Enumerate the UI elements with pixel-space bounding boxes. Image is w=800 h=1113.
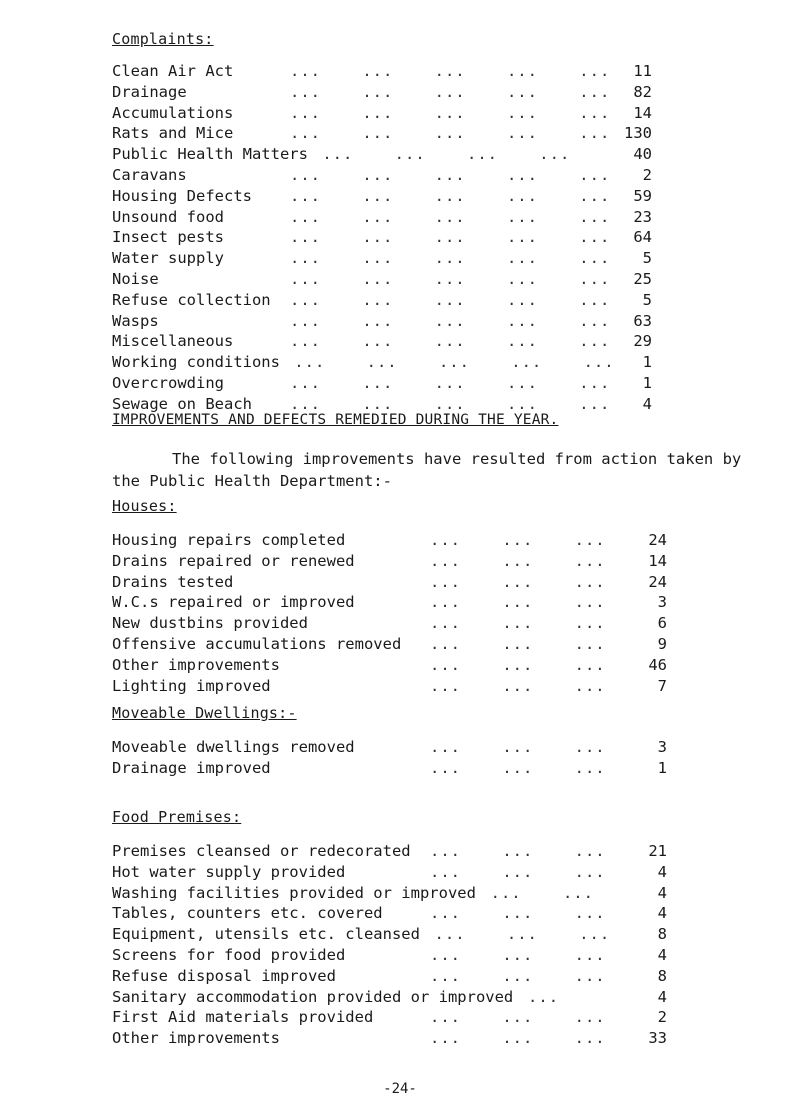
row-label: Lighting improved [112,676,271,695]
row-value: 23 [633,207,652,226]
dot-leader: ... ... ... ... ... [290,186,611,205]
row-value: 1 [657,758,667,777]
row-label: Clean Air Act [112,62,234,80]
page-number: -24- [383,1081,417,1097]
row-label: Housing Defects [112,186,252,205]
row-label: W.C.s repaired or improved [112,593,355,612]
row-value: 4 [657,945,667,964]
row-value: 130 [624,124,652,143]
row-value: 46 [648,655,667,674]
row-label: Washing facilities provided or improved [112,883,476,902]
row-label: Noise [112,269,159,288]
improvements-intro [112,448,752,492]
dot-leader: ... ... ... [430,614,606,633]
row-value: 29 [633,332,652,351]
dot-leader: ... ... ... [430,966,606,985]
dot-leader: ... ... ... ... ... [290,207,611,226]
moveable-dwellings-heading: Moveable Dwellings:- [112,704,297,722]
row-label: Drains repaired or renewed [112,551,355,570]
dot-leader: ... ... ... ... ... [290,165,611,184]
row-label: Drainage [112,82,187,101]
row-value: 4 [642,394,652,413]
row-label: Other improvements [112,1029,280,1048]
dot-leader: ... ... ... [430,655,606,674]
row-label: Working conditions [112,353,280,372]
dot-leader: ... ... [490,883,594,902]
row-label: Hot water supply provided [112,862,346,881]
row-value: 4 [657,987,667,1006]
row-value: 8 [657,925,667,944]
row-value: 2 [657,1008,667,1027]
row-value: 21 [648,842,667,860]
row-value: 1 [642,353,652,372]
row-value: 4 [657,904,667,923]
row-value: 5 [642,249,652,268]
row-value: 4 [657,862,667,881]
dot-leader: ... ... ... ... ... [290,394,611,413]
row-label: Sewage on Beach [112,394,252,413]
dot-leader: ... ... ... ... ... [290,103,611,122]
dot-leader: ... ... ... [434,925,611,944]
intro-paragraph: The following improvements have resulted from action taken by the Public Health Department:- [112,450,742,490]
row-label: Tables, counters etc. covered [112,904,383,923]
row-label: First Aid materials provided [112,1008,374,1027]
row-value: 64 [633,228,652,247]
row-label: Drains tested [112,572,234,591]
row-label: Sanitary accommodation provided or improved [112,987,514,1006]
row-label: Overcrowding [112,373,224,392]
row-label: Insect pests [112,228,224,247]
dot-leader: ... ... ... ... ... [290,62,611,80]
row-label: Housing repairs completed [112,531,346,549]
row-label: Caravans [112,165,187,184]
dot-leader: ... ... ... ... ... [290,290,611,309]
row-value: 63 [633,311,652,330]
dot-leader: ... ... ... ... ... [290,373,611,392]
row-value: 25 [633,269,652,288]
row-label: Moveable dwellings removed [112,738,355,756]
row-value: 8 [657,966,667,985]
improvements-heading: IMPROVEMENTS AND DEFECTS REMEDIED DURING THE YEAR. [112,412,559,428]
complaints-heading: Complaints: [112,30,214,48]
dot-leader: ... ... ... [430,945,606,964]
dot-leader: ... ... ... ... ... [290,269,611,288]
dot-leader: ... ... ... [430,842,606,860]
row-value: 6 [657,614,667,633]
dot-leader: ... ... ... [430,904,606,923]
dot-leader: ... ... ... [430,738,606,756]
row-value: 3 [657,593,667,612]
row-label: Premises cleansed or redecorated [112,842,411,860]
dot-leader: ... ... ... [430,634,606,653]
row-value: 2 [642,165,652,184]
dot-leader: ... ... ... ... [322,145,571,164]
row-value: 33 [648,1029,667,1048]
food-premises-heading: Food Premises: [112,808,242,826]
row-value: 7 [657,676,667,695]
dot-leader: ... ... ... [430,1008,606,1027]
row-label: Unsound food [112,207,224,226]
row-label: Refuse disposal improved [112,966,336,985]
row-label: Miscellaneous [112,332,234,351]
row-value: 14 [633,103,652,122]
row-label: Refuse collection [112,290,271,309]
row-label: Public Health Matters [112,145,308,164]
dot-leader: ... [528,987,560,1006]
row-value: 40 [633,145,652,164]
dot-leader: ... ... ... [430,572,606,591]
row-label: Rats and Mice [112,124,234,143]
row-value: 4 [657,883,667,902]
row-value: 24 [648,572,667,591]
row-value: 11 [633,62,652,80]
dot-leader: ... ... ... [430,593,606,612]
dot-leader: ... ... ... ... ... [294,353,615,372]
row-label: Equipment, utensils etc. cleansed [112,925,420,944]
dot-leader: ... ... ... [430,676,606,695]
dot-leader: ... ... ... [430,758,606,777]
row-label: Wasps [112,311,159,330]
row-label: Accumulations [112,103,234,122]
dot-leader: ... ... ... [430,551,606,570]
row-value: 59 [633,186,652,205]
row-value: 1 [642,373,652,392]
row-value: 24 [648,531,667,549]
row-label: Offensive accumulations removed [112,634,402,653]
row-value: 82 [633,82,652,101]
dot-leader: ... ... ... ... ... [290,311,611,330]
row-label: Water supply [112,249,224,268]
dot-leader: ... ... ... ... ... [290,124,611,143]
row-value: 9 [657,634,667,653]
row-label: Drainage improved [112,758,271,777]
row-value: 3 [657,738,667,756]
row-value: 5 [642,290,652,309]
row-label: New dustbins provided [112,614,308,633]
dot-leader: ... ... ... ... ... [290,249,611,268]
dot-leader: ... ... ... [430,1029,606,1048]
dot-leader: ... ... ... [430,531,606,549]
dot-leader: ... ... ... ... ... [290,332,611,351]
row-label: Screens for food provided [112,945,346,964]
dot-leader: ... ... ... [430,862,606,881]
dot-leader: ... ... ... ... ... [290,228,611,247]
row-value: 14 [648,551,667,570]
houses-heading: Houses: [112,497,177,515]
row-label: Other improvements [112,655,280,674]
dot-leader: ... ... ... ... ... [290,82,611,101]
